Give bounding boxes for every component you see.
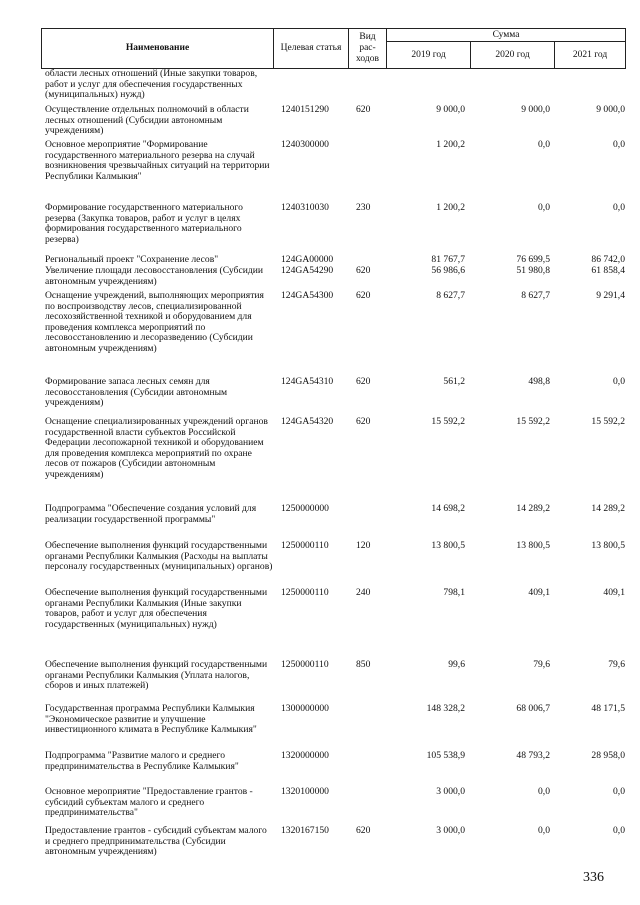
row-name: Подпрограмма "Развитие малого и среднего предпринимательства в Республике Калмыкия": [45, 750, 239, 772]
header-sum: Сумма: [387, 29, 626, 42]
row-code: 1240300000: [281, 139, 329, 150]
row-value-2021: 9 000,0: [596, 104, 625, 115]
header-code: Целевая статья: [274, 29, 349, 69]
row-code: 1250000000: [281, 503, 329, 514]
row-vid: 620: [356, 265, 371, 276]
row-vid: 120: [356, 540, 371, 551]
row-name: Формирование государственного материального резерва (Закупка товаров, работ и услуг в целях формирования государственного материального резерва): [45, 202, 243, 245]
row-code: 124GA54320: [281, 416, 334, 427]
header-year-2020: 2020 год: [471, 42, 555, 69]
row-vid: 620: [356, 290, 371, 301]
row-vid: 620: [356, 376, 371, 387]
row-value-2020: 409,1: [528, 587, 550, 598]
row-name: Обеспечение выполнения функций государственными органами Республики Калмыкия (Иные закупки товаров, работ и услуг для обеспечения государственных (муниципальных) нужд): [45, 587, 268, 630]
row-value-2020: 51 980,8: [516, 265, 550, 276]
row-value-2021: 0,0: [613, 376, 625, 387]
row-name: Увеличение площади лесовосстановления (Субсидии автономным учреждениям): [45, 265, 263, 287]
row-value-2021: 0,0: [613, 139, 625, 150]
row-value-2019: 14 698,2: [431, 503, 465, 514]
row-value-2021: 79,6: [608, 659, 625, 670]
row-code: 1240151290: [281, 104, 329, 115]
row-value-2019: 99,6: [448, 659, 465, 670]
row-name: Оснащение специализированных учреждений органов государственной власти субъектов Российской Федерации лесопожарной техникой и оборудованием для проведения комплекса мероприятий по охране лесов от пожаров (Субсидии автономным учреждениям): [45, 416, 268, 480]
row-value-2020: 8 627,7: [521, 290, 550, 301]
row-value-2020: 0,0: [538, 786, 550, 797]
row-value-2021: 0,0: [613, 202, 625, 213]
row-value-2019: 1 200,2: [436, 202, 465, 213]
row-code: 124GA54300: [281, 290, 334, 301]
row-value-2019: 798,1: [443, 587, 465, 598]
row-code: 124GA54310: [281, 376, 334, 387]
row-code: 1250000110: [281, 659, 329, 670]
page-number: 336: [583, 870, 604, 885]
row-value-2021: 9 291,4: [596, 290, 625, 301]
header-year-2019: 2019 год: [387, 42, 471, 69]
row-vid: 620: [356, 104, 371, 115]
row-value-2021: 13 800,5: [591, 540, 625, 551]
header-vid: Вид рас-ходов: [349, 29, 387, 69]
row-value-2019: 9 000,0: [436, 104, 465, 115]
row-value-2019: 3 000,0: [436, 825, 465, 836]
row-value-2020: 9 000,0: [521, 104, 550, 115]
row-name: Региональный проект "Сохранение лесов": [45, 254, 219, 265]
row-code: 1240310030: [281, 202, 329, 213]
row-value-2020: 0,0: [538, 825, 550, 836]
row-vid: 620: [356, 825, 371, 836]
row-code: 1250000110: [281, 587, 329, 598]
row-value-2021: 28 958,0: [591, 750, 625, 761]
header-year-2021: 2021 год: [555, 42, 626, 69]
row-value-2021: 409,1: [603, 587, 625, 598]
row-value-2019: 81 767,7: [431, 254, 465, 265]
row-value-2019: 148 328,2: [426, 703, 465, 714]
table-header: [41, 28, 626, 69]
row-value-2019: 13 800,5: [431, 540, 465, 551]
row-code: 1320000000: [281, 750, 329, 761]
row-vid: 620: [356, 416, 371, 427]
row-value-2020: 48 793,2: [516, 750, 550, 761]
row-code: 124GA00000: [281, 254, 334, 265]
row-name: Обеспечение выполнения функций государственными органами Республики Калмыкия (Расходы на выплаты персоналу государственных (муниципальных) органов): [45, 540, 273, 572]
row-value-2021: 14 289,2: [591, 503, 625, 514]
row-name: Обеспечение выполнения функций государственными органами Республики Калмыкия (Уплата налогов, сборов и иных платежей): [45, 659, 268, 691]
row-code: 1250000110: [281, 540, 329, 551]
row-value-2021: 48 171,5: [591, 703, 625, 714]
row-name: Оснащение учреждений, выполняющих мероприятия по воспроизводству лесов, специализированной лесохозяйственной техникой и оборудованием для проведения комплекса мероприятий по лесовосстановлению и лесоразведению (Субсидии автономным учреждениям): [45, 290, 264, 354]
row-value-2019: 56 986,6: [431, 265, 465, 276]
row-name: области лесных отношений (Иные закупки товаров, работ и услуг для обеспечения государственных (муниципальных) нужд): [45, 68, 258, 100]
row-name: Подпрограмма "Обеспечение создания условий для реализации государственной программы": [45, 503, 257, 525]
row-vid: 850: [356, 659, 371, 670]
row-value-2019: 3 000,0: [436, 786, 465, 797]
row-value-2020: 0,0: [538, 202, 550, 213]
row-value-2020: 15 592,2: [516, 416, 550, 427]
row-value-2021: 0,0: [613, 786, 625, 797]
row-value-2021: 86 742,0: [591, 254, 625, 265]
row-code: 1320167150: [281, 825, 329, 836]
row-value-2019: 8 627,7: [436, 290, 465, 301]
row-value-2019: 105 538,9: [426, 750, 465, 761]
row-value-2019: 561,2: [443, 376, 465, 387]
row-name: Основное мероприятие "Формирование государственного материального резерва на случай возникновения чрезвычайных ситуаций на территории Республики Калмыкия": [45, 139, 270, 182]
header-name: Наименование: [42, 29, 274, 69]
row-vid: 240: [356, 587, 371, 598]
row-value-2021: 0,0: [613, 825, 625, 836]
row-value-2019: 15 592,2: [431, 416, 465, 427]
row-code: 124GA54290: [281, 265, 334, 276]
row-code: 1320100000: [281, 786, 329, 797]
row-value-2020: 498,8: [528, 376, 550, 387]
row-value-2020: 79,6: [533, 659, 550, 670]
row-vid: 230: [356, 202, 371, 213]
row-name: Основное мероприятие "Предоставление грантов - субсидий субъектам малого и среднего предпринимательства": [45, 786, 253, 818]
row-value-2020: 0,0: [538, 139, 550, 150]
row-value-2021: 15 592,2: [591, 416, 625, 427]
row-value-2020: 68 006,7: [516, 703, 550, 714]
row-name: Государственная программа Республики Калмыкия "Экономическое развитие и улучшение инвестиционного климата в Республике Калмыкия": [45, 703, 257, 735]
row-name: Формирование запаса лесных семян для лесовосстановления (Субсидии автономным учреждениям): [45, 376, 228, 408]
row-value-2020: 13 800,5: [516, 540, 550, 551]
row-name: Осуществление отдельных полномочий в области лесных отношений (Субсидии автономным учреждениям): [45, 104, 249, 136]
row-value-2021: 61 858,4: [591, 265, 625, 276]
row-value-2020: 14 289,2: [516, 503, 550, 514]
row-code: 1300000000: [281, 703, 329, 714]
row-value-2020: 76 699,5: [516, 254, 550, 265]
row-name: Предоставление грантов - субсидий субъектам малого и среднего предпринимательства (Субсидии автономным учреждениям): [45, 825, 267, 857]
row-value-2019: 1 200,2: [436, 139, 465, 150]
